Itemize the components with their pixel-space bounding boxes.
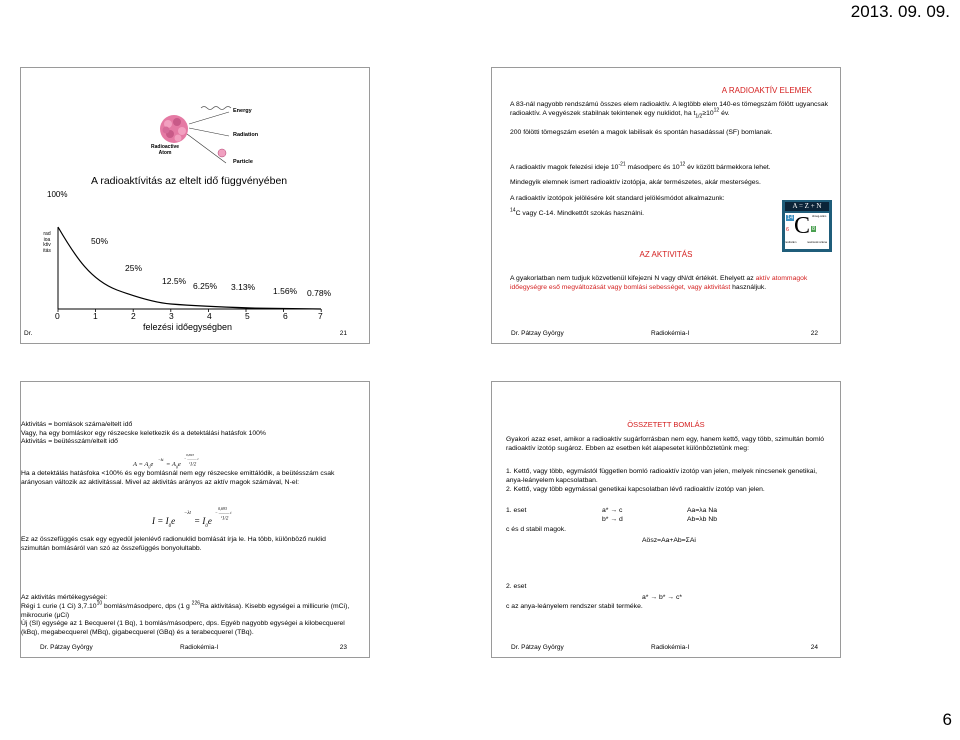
- stable-note: c és d stabil magok.: [506, 526, 567, 533]
- slide-22: [491, 67, 841, 344]
- paragraph-2: 200 fölötti tömegszám esetén a magok labilisak és spontán hasadással (SF) bomlanak.: [510, 129, 773, 136]
- paragraph-6: Új (SI) egysége az 1 Becquerel (1 Bq), 1 bomlás/másodperc, dps. Egyéb nagyobb egységei a kilobecquerel (kBq), megabecquerel (MBq), gigabecquerel (GBq) és a terabecquerel (TBq).: [21, 620, 345, 636]
- label-50: 50%: [91, 236, 109, 246]
- tag-n: neutronok száma: [807, 241, 827, 244]
- slide-title: A RADIOAKTÍV ELEMEK: [721, 86, 812, 95]
- reaction-chain: a* → b* → c*: [642, 594, 683, 601]
- definitions: Aktivitás = bomlások száma/eltelt idő Vagy, ha egy bomláskor egy részecske keletkezik és a detektálási hatásfok 100% Aktivitás = beütésszám/eltelt idő: [21, 421, 266, 446]
- footer-author: Dr. Pátzay György: [511, 644, 564, 651]
- case-2-label: 2. eset: [506, 583, 527, 590]
- paragraph-5: Régi 1 curie (1 Ci) 3,7.10$^{10}$ bomlás/másodperc, dps (1 g $^{226}$Ra aktivitása). Kisebb egységei a millicurie (mCi), mikrocurie (μCi): [21, 600, 350, 619]
- atomic-number: 6: [786, 227, 790, 233]
- footer-author: Dr. Pátzay György: [40, 644, 93, 651]
- label-12-5: 12.5%: [162, 276, 187, 286]
- formula-aa: Aa=λa Na: [687, 507, 718, 514]
- paragraph-7: A gyakorlatban nem tudjuk közvetlenül kifejezni N vagy dN/dt értékét. Ehelyett az aktív atommagok időegységre eső megváltozását vagy bomlási sebességet, vagy aktivitást használjuk.: [510, 275, 808, 291]
- label-1-56: 1.56%: [273, 286, 298, 296]
- label-25: 25%: [125, 263, 143, 273]
- slide-24: [491, 381, 841, 658]
- footer-course: Radiokémia-I: [651, 330, 690, 337]
- label-0-78: 0.78%: [307, 288, 332, 298]
- slide-21: [20, 67, 370, 344]
- y-axis-label: radioaktivitás: [43, 231, 51, 254]
- reaction-b-d: b* → d: [602, 516, 623, 523]
- paragraph-1: Gyakori azaz eset, amikor a radioaktív sugárforrásban nem egy, hanem kettő, vagy több, szimultán bomló radioaktív izotóp sugároz. Ebben az esetben két alapesetet különböztetünk meg:: [506, 436, 824, 452]
- footer-page: 21: [339, 330, 347, 337]
- paragraph-3: Ez az összefüggés csak egy egyedül jelenlévő radionuklid bomlását írja le. Ha több, különböző nuklid szimultán bomlásáról van szó az összefüggés bonyolultabb.: [21, 536, 326, 552]
- chart-title: A radioaktívitás az eltelt idő függvényében: [91, 175, 288, 187]
- stable-product-note: c az anya-leányelem rendszer stabil terméke.: [506, 603, 643, 610]
- formula-ab: Ab=λb Nb: [687, 516, 718, 523]
- case-1-label: 1. eset: [506, 507, 527, 514]
- footer-author: Dr. Pátzay György: [511, 330, 564, 337]
- list-item-2: 2. Kettő, vagy több egymással genetikai kapcsolatban lévő radioaktív izotóp van jelen.: [506, 486, 765, 493]
- paragraph-2: Ha a detektálás hatásfoka <100% és egy bomlásnál nem egy részecske emittálódik, a beütésszám csak arányosan változik az aktivitással. Mivel az aktivitás arányos az aktív magok számával, N-el:: [21, 470, 335, 486]
- isotope-notation-box: [782, 200, 832, 252]
- particle-label: Particle: [233, 159, 253, 165]
- atom-label: Radioactive Atom: [151, 144, 180, 156]
- tag-mass: tömeg-szám: [812, 215, 827, 218]
- paragraph-3: A radioaktív magok felezési ideje $10^{-21}$ másodperc és $10^{12}$ év között bármekkora lehet.: [510, 161, 771, 171]
- x-axis-label: felezési időegységben: [143, 322, 233, 332]
- formula-sum: Aösz=Aa+Ab=ΣAi: [642, 537, 696, 544]
- paragraph-5: A radioaktív izotópok jelölésére két standard jelölésmódot alkalmazunk:: [510, 195, 725, 202]
- label-3-13: 3.13%: [231, 282, 256, 292]
- x-tick-labels: 0 1 2 3 4 5 6 7: [55, 311, 323, 321]
- slide-title: ÖSSZETETT BOMLÁS: [627, 420, 705, 429]
- print-date: 2013. 09. 09.: [850, 2, 950, 21]
- footer-page: 22: [810, 330, 818, 337]
- list-item-1: 1. Kettő, vagy több, egymástól független bomló radioaktív izotóp van jelen, melyek nincsenek genetikai, anya-leányelem kapcsolatban.: [506, 468, 817, 484]
- y-label-100: 100%: [47, 190, 68, 199]
- paragraph-1: A 83-nál nagyobb rendszámú összes elem radioaktív. A legtöbb elem 140-es tömegszám fölött ugyancsak radioaktív. A vegyészek stabilnak tekintenek egy nuklidot, ha $t_{1/2}\ge 10^{12}$ év.: [510, 101, 828, 119]
- page-number: 6: [942, 710, 952, 729]
- label-6-25: 6.25%: [193, 281, 218, 291]
- footer-page: 24: [810, 644, 818, 651]
- decay-chart: [21, 68, 369, 343]
- tag-z: rendszám: [785, 241, 797, 244]
- footer-page: 23: [339, 644, 347, 651]
- paragraph-4: Az aktivitás mértékegységei:: [21, 594, 108, 601]
- paragraph-4: Mindegyik elemnek ismert radioaktív izotópja, akár természetes, akár mesterséges.: [510, 179, 761, 186]
- reaction-a-c: a* → c: [602, 507, 623, 514]
- formula-a-z-n: A = Z + N: [785, 202, 829, 211]
- element-symbol: C: [794, 213, 811, 239]
- mass-number: 14: [787, 215, 794, 221]
- radiation-label: Radiation: [233, 132, 259, 138]
- heading-aktivitas: AZ AKTIVITÁS: [639, 250, 693, 259]
- footer-course: Radiokémia-I: [180, 644, 219, 651]
- footer-left: Dr.: [24, 330, 33, 337]
- energy-label: Energy: [233, 108, 252, 114]
- footer-course: Radiokémia-I: [651, 644, 690, 651]
- slide-23: Aktivitás = bomlások száma/eltelt idő Vagy, ha egy bomláskor egy részecske keletkezik és a detektálási hatásfok 100% Aktivitás = beütésszám/eltelt idő $A = A_0e$ −λt = $A_0e$ 0,693 − ——— t $t_{1/2}$ Ha a detektálás hatásfoka <100% és egy bomlásnál nem egy részecske emittálódik, a beütésszám csak arányosan változik az aktivitással. Mivel az aktivitás arányos az aktív magok számával, N-el: $I = I_0e$ −λt = $I_0e$ 0,693 − ——— t $t_{1/2}$ Ez az összefüggés csak egy egyedül jelenlévő radionuklid bomlását írja le. Ha több, különböző nuklid szimultán bomlásáról van szó az összefüggés bonyolultabb. Az aktivitás mértékegységei: Régi 1 curie (1 Ci) 3,7.10$^{10}$ bomlás/másodperc, dps (1 g $^{226}$Ra aktivitása). Kisebb egységei a millicurie (mCi), mikrocurie (μCi) Új (SI) egysége az 1 Becquerel (1 Bq), 1 bomlás/másodperc, dps. Egyéb nagyobb egységei a kilobecquerel (kBq), megabecquerel (MBq), gigabecquerel (GBq) és a terabecquerel (TBq). Dr. Pátzay György Radiokémia-I 23: [20, 381, 370, 658]
- paragraph-6: $^{14}$C vagy C-14. Mindkettőt szokás használni.: [510, 207, 645, 217]
- neutron-number: 8: [812, 226, 816, 232]
